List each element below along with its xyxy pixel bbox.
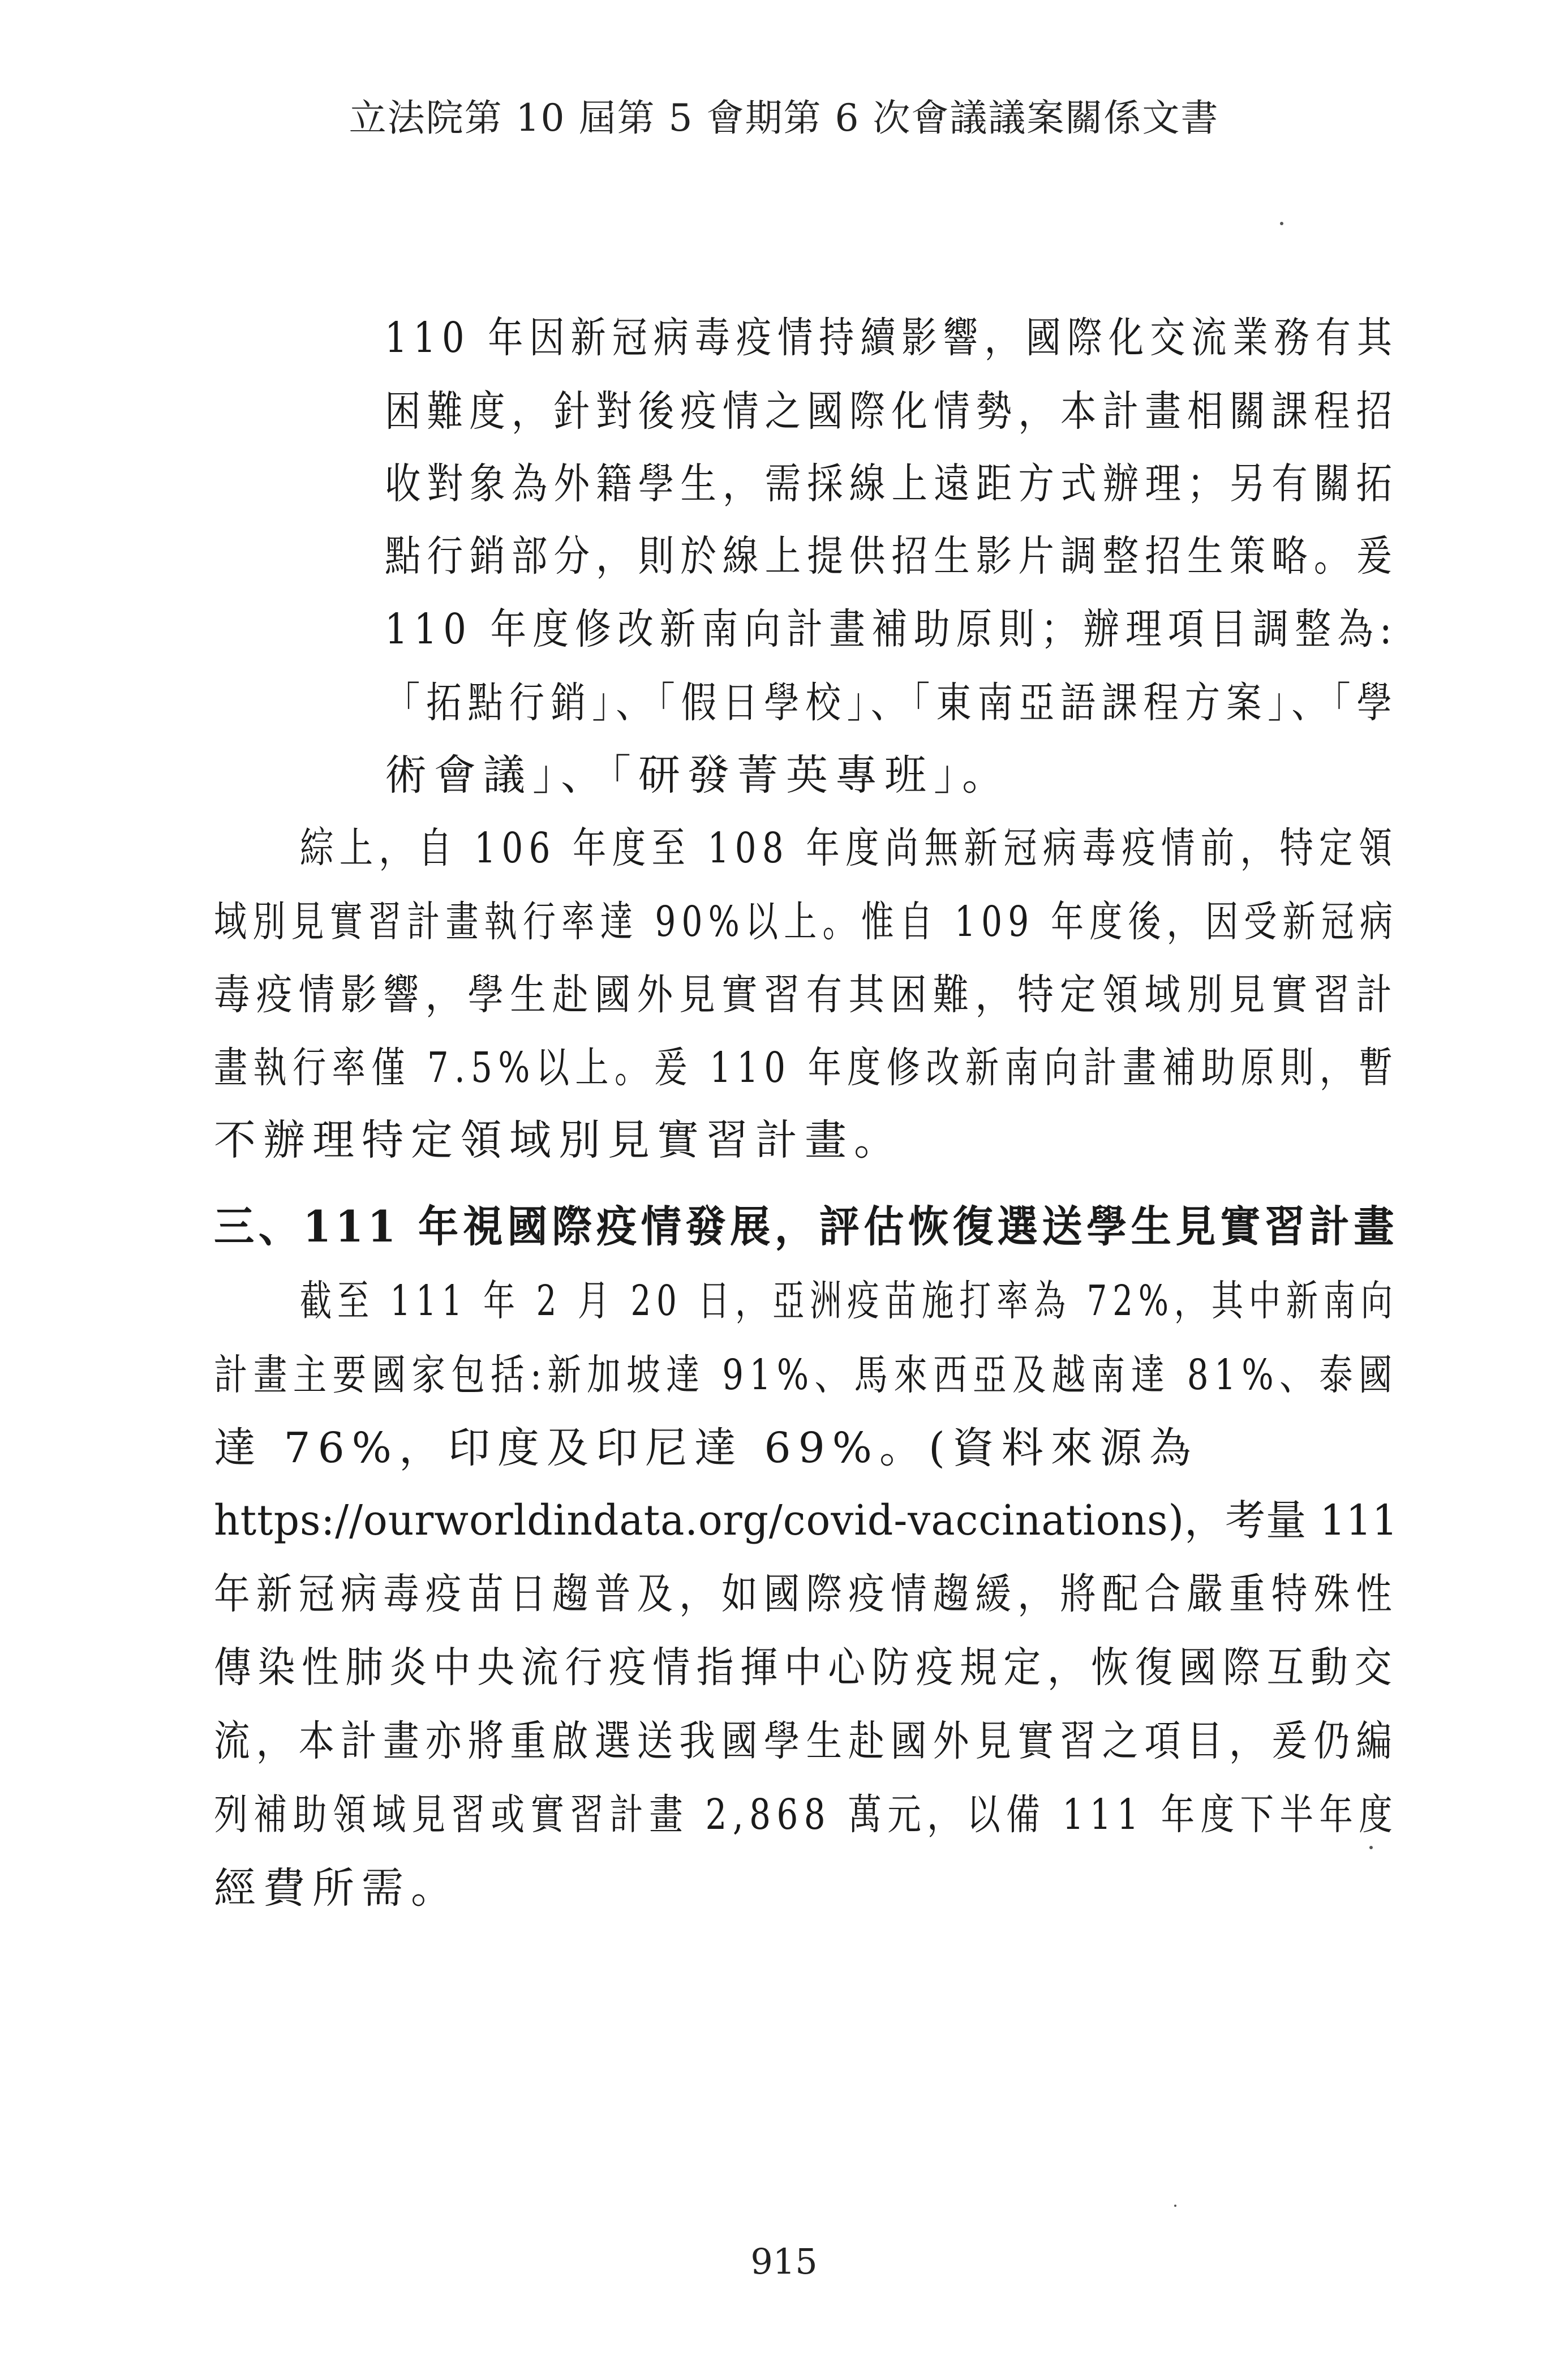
text-line: 經費所需。 bbox=[214, 1864, 460, 1913]
text-line: 術會議」、「研發菁英專班」。 bbox=[385, 751, 1011, 800]
text-line: 不辦理特定領域別見實習計畫。 bbox=[214, 1116, 903, 1165]
scan-speck bbox=[1369, 1846, 1373, 1849]
text-line: 傳染性肺炎中央流行疫情指揮中心防疫規定，恢復國際互動交 bbox=[214, 1643, 1398, 1692]
section-heading: 三、111 年視國際疫情發展，評估恢復選送學生見實習計畫 bbox=[214, 1201, 1399, 1252]
text-line: 110 年度修改新南向計畫補助原則；辦理項目調整為: bbox=[385, 605, 1398, 654]
text-line: 「拓點行銷」、「假日學校」、「東南亞語課程方案」、「學 bbox=[385, 678, 1398, 727]
document-header: 立法院第 10 屆第 5 會期第 6 次會議議案關係文書 bbox=[349, 96, 1219, 140]
text-line: 域別見實習計畫執行率達 90%以上。惟自 109 年度後，因受新冠病 bbox=[214, 897, 1399, 946]
text-line: 列補助領域見習或實習計畫 2,868 萬元，以備 111 年度下半年度 bbox=[214, 1790, 1399, 1839]
text-line: 流，本計畫亦將重啟選送我國學生赴國外見實習之項目，爰仍編 bbox=[214, 1717, 1399, 1765]
page-number: 915 bbox=[750, 2241, 818, 2282]
text-line: 毒疫情影響，學生赴國外見實習有其困難，特定領域別見實習計 bbox=[214, 970, 1399, 1019]
text-line: 綜上，自 106 年度至 108 年度尚無新冠病毒疫情前，特定領 bbox=[300, 824, 1398, 873]
text-line: 達 76%，印度及印尼達 69%。(資料來源為 bbox=[214, 1424, 1198, 1472]
text-line: 畫執行率僅 7.5%以上。爰 110 年度修改新南向計畫補助原則，暫 bbox=[214, 1043, 1398, 1092]
text-line: 點行銷部分，則於線上提供招生影片調整招生策略。爰 bbox=[385, 532, 1399, 581]
text-line: 截至 111 年 2 月 20 日，亞洲疫苗施打率為 72%，其中新南向 bbox=[300, 1277, 1398, 1325]
text-line: 收對象為外籍學生，需採線上遠距方式辦理；另有關拓 bbox=[385, 459, 1399, 508]
text-line: 110 年因新冠病毒疫情持續影響，國際化交流業務有其 bbox=[385, 313, 1398, 362]
text-line: https://ourworldindata.org/covid-vaccinations)，考量 111 bbox=[214, 1496, 1398, 1545]
text-line: 困難度，針對後疫情之國際化情勢，本計畫相關課程招 bbox=[385, 387, 1399, 436]
text-line: 年新冠病毒疫苗日趨普及，如國際疫情趨緩，將配合嚴重特殊性 bbox=[214, 1570, 1399, 1618]
text-line: 計畫主要國家包括:新加坡達 91%、馬來西亞及越南達 81%、泰國 bbox=[214, 1351, 1398, 1399]
scan-speck bbox=[1280, 222, 1283, 225]
scan-speck bbox=[1174, 2205, 1176, 2207]
